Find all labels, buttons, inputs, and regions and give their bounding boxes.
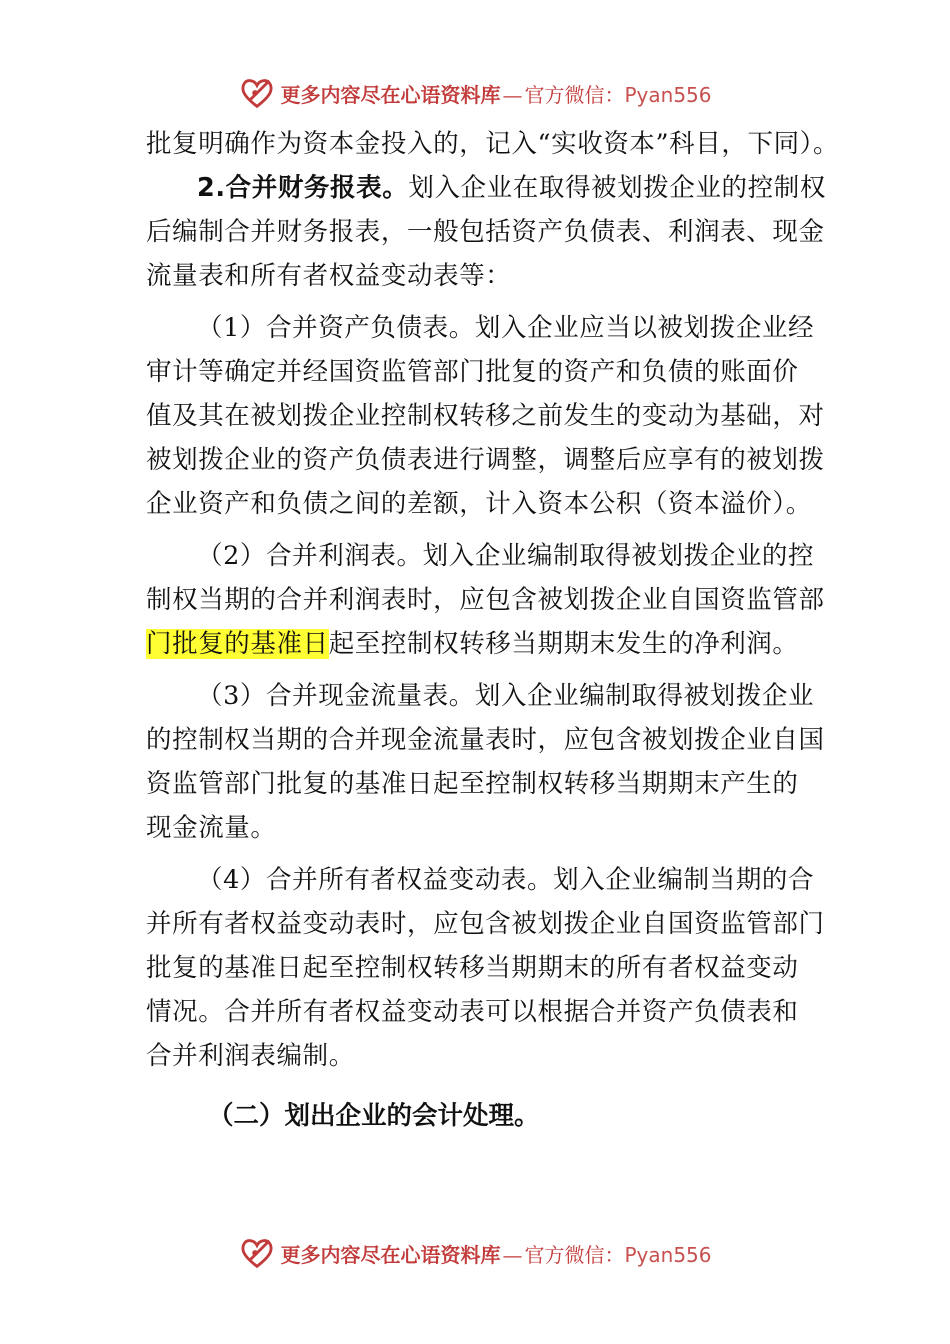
text-span: 起至控制权转移当期期末发生的净利润。 <box>328 629 799 659</box>
section-title: （二）划出企业的会计处理。 <box>208 1101 540 1131</box>
highlighted-text: 门批复的基准日 <box>146 629 329 659</box>
text-line: 制权当期的合并利润表时，应包含被划拨企业自国资监管部 <box>146 585 825 615</box>
header-wechat-label: 官方微信： <box>524 82 625 107</box>
text-line: 批复明确作为资本金投入的，记入“实收资本”科目，下同）。 <box>146 129 840 159</box>
header-watermark-text <box>280 79 711 108</box>
text-line: （4）合并所有者权益变动表。划入企业编制当期的合 <box>197 865 815 895</box>
text-line: 后编制合并财务报表，一般包括资产负债表、利润表、现金 <box>146 217 825 247</box>
text-line: 现金流量。 <box>146 813 277 843</box>
header-watermark <box>0 71 950 115</box>
header-wechat-id: Pyan556 <box>624 82 712 107</box>
text-span: 划入企业在取得被划拨企业的控制权 <box>408 173 826 203</box>
heart-pen-logo-icon <box>238 1234 276 1272</box>
text-line: 被划拨企业的资产负债表进行调整，调整后应享有的被划拨 <box>146 445 825 475</box>
document-body <box>146 122 840 1138</box>
paragraph-heading-line <box>146 166 826 210</box>
footer-brand: 更多内容尽在心语资料库 <box>280 1242 501 1267</box>
text-line: 合并利润表编制。 <box>146 1041 355 1071</box>
footer-wechat-id: Pyan556 <box>624 1242 712 1267</box>
text-line: 批复的基准日起至控制权转移当期期末的所有者权益变动 <box>146 953 799 983</box>
header-dash: — <box>502 82 523 107</box>
footer-watermark-text <box>280 1239 711 1268</box>
footer-dash: — <box>502 1242 523 1267</box>
text-line: 审计等确定并经国资监管部门批复的资产和负债的账面价 <box>146 357 799 387</box>
heart-pen-logo-icon <box>238 74 276 112</box>
text-line: （2）合并利润表。划入企业编制取得被划拨企业的控 <box>197 541 815 571</box>
footer-watermark <box>0 1231 950 1275</box>
text-line: 流量表和所有者权益变动表等： <box>146 261 512 291</box>
paragraph-heading: 2.合并财务报表。 <box>197 173 409 203</box>
text-line: 值及其在被划拨企业控制权转移之前发生的变动为基础，对 <box>146 401 825 431</box>
header-brand: 更多内容尽在心语资料库 <box>280 82 501 107</box>
text-line-highlighted <box>146 622 810 666</box>
text-line: （1）合并资产负债表。划入企业应当以被划拨企业经 <box>197 313 815 343</box>
text-line: （3）合并现金流量表。划入企业编制取得被划拨企业 <box>197 681 815 711</box>
text-line: 企业资产和负债之间的差额，计入资本公积（资本溢价）。 <box>146 489 812 519</box>
footer-wechat-label: 官方微信： <box>524 1242 625 1267</box>
text-line: 的控制权当期的合并现金流量表时，应包含被划拨企业自国 <box>146 725 825 755</box>
text-line: 并所有者权益变动表时，应包含被划拨企业自国资监管部门 <box>146 909 825 939</box>
text-line: 资监管部门批复的基准日起至控制权转移当期期末产生的 <box>146 769 799 799</box>
text-line: 情况。合并所有者权益变动表可以根据合并资产负债表和 <box>146 997 799 1027</box>
